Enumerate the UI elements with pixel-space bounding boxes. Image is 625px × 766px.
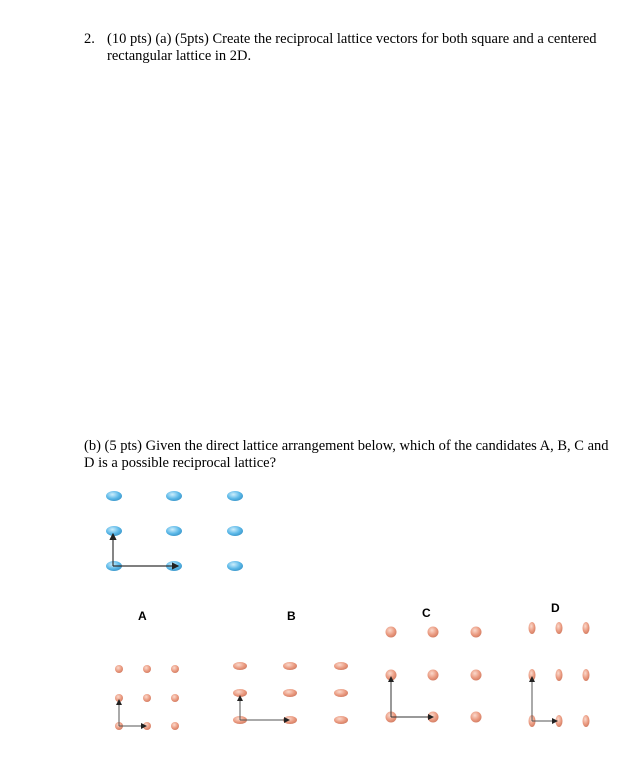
candidate-a-lattice	[115, 665, 179, 730]
question-2b-text: (b) (5 pts) Given the direct lattice arrangement below, which of the candidates A, B, C and D is a possible reciprocal lattice?	[84, 438, 609, 471]
candidate-c-lattice	[386, 627, 482, 723]
question-2a-text: (10 pts) (a) (5pts) Create the reciprocal lattice vectors for both square and a centered rectangular lattice in 2D.	[107, 31, 597, 64]
candidate-b-label: B	[287, 609, 296, 623]
candidate-a-label: A	[138, 609, 147, 623]
candidate-d-lattice	[529, 622, 590, 727]
question-number: 2.	[84, 31, 95, 47]
candidate-b-lattice	[233, 662, 348, 724]
candidate-d-label: D	[551, 601, 560, 615]
candidate-c-label: C	[422, 606, 431, 620]
direct-lattice	[106, 491, 243, 571]
